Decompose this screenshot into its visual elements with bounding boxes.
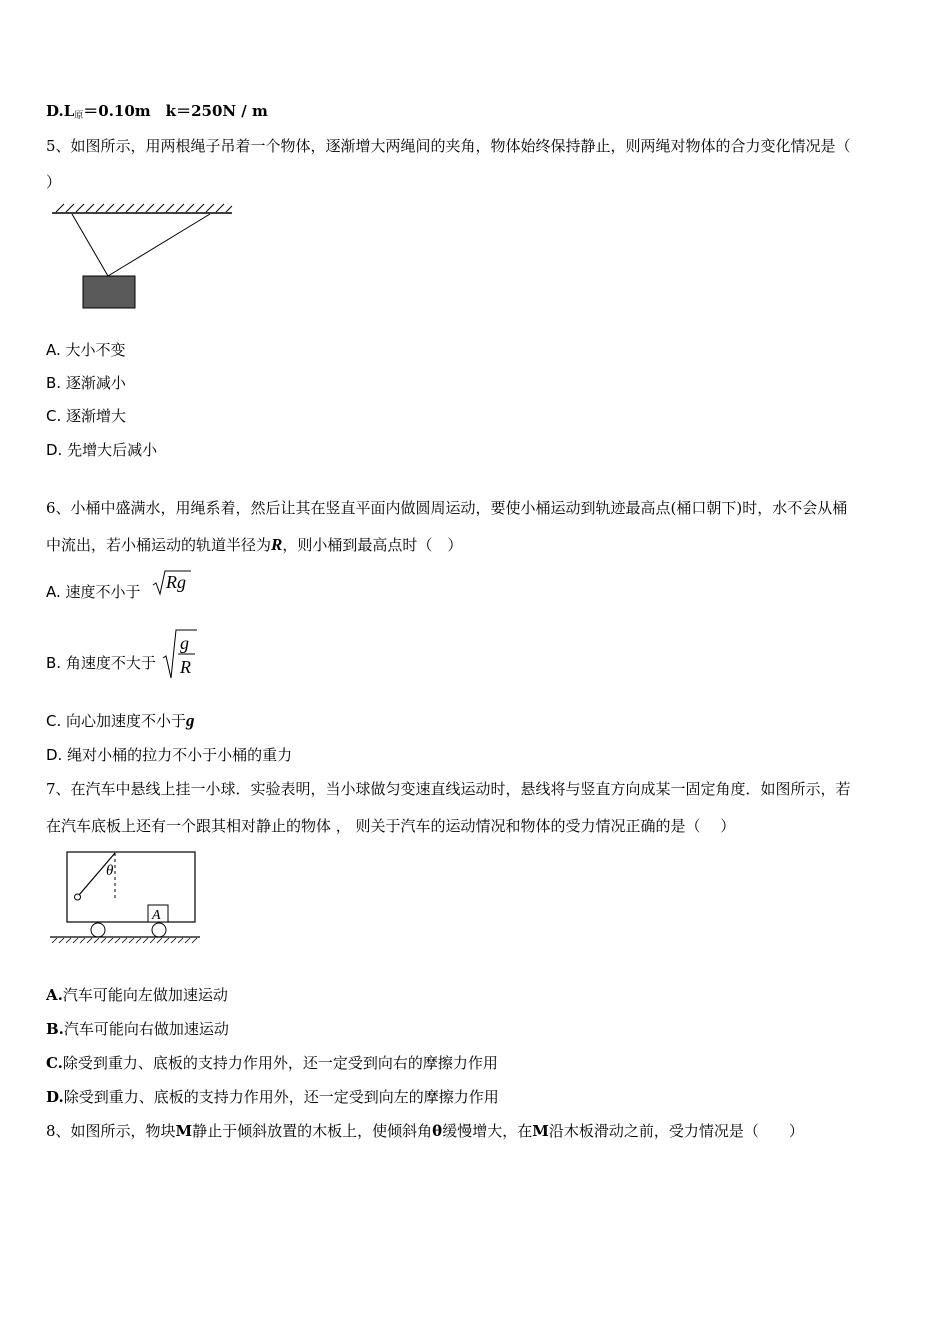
theta-label: θ [106, 863, 114, 879]
left-rope [72, 214, 108, 276]
q5-option-d: D. 先增大后减小 [46, 441, 158, 459]
hanging-block [83, 276, 135, 308]
q7-option-c: C.除受到重力、底板的支持力作用外，还一定受到向右的摩擦力作用 [46, 1054, 498, 1072]
block-a-label: A [152, 908, 161, 923]
q8-stem: 8、如图所示，物块M静止于倾斜放置的木板上，使倾斜角θ缓慢增大，在M沿木板滑动之前，受力情况是（ ） [46, 1122, 804, 1140]
q6-option-c: C. 向心加速度不小于g [46, 711, 195, 730]
q4-option-d: $D.L_原=0.10m$ k＝250N / m [46, 102, 268, 121]
q5-option-b: B. 逐渐减小 [46, 374, 126, 392]
q6-stem-line2: 中流出，若小桶运动的轨道半径为R，则小桶到最高点时（ ） [46, 535, 463, 554]
q6-stem-line1: 6、小桶中盛满水，用绳系着，然后让其在竖直平面内做圆周运动，要使小桶运动到轨迹最高点(桶口朝下)时，水不会从桶 [46, 499, 848, 517]
q7-option-d: D.除受到重力、底板的支持力作用外，还一定受到向左的摩擦力作用 [46, 1088, 499, 1106]
q6-option-a: A. 速度不小于 [46, 583, 141, 601]
q7-figure-car [48, 850, 203, 945]
q7-stem-line1: 7、在汽车中悬线上挂一小球．实验表明，当小球做匀变速直线运动时，悬线将与竖直方向成某一固定角度．如图所示，若 [46, 780, 851, 798]
q5-option-a: A. 大小不变 [46, 341, 126, 359]
sqrt-rg-text: Rg [166, 572, 186, 592]
q5-option-c: C. 逐渐增大 [46, 407, 127, 425]
q5-stem-line2: ） [46, 173, 62, 191]
right-rope [108, 214, 210, 276]
q6-option-d: D. 绳对小桶的拉力不小于小桶的重力 [46, 746, 293, 764]
q5-figure-hanging-block [50, 200, 235, 312]
q6-option-a-sqrt [153, 568, 193, 598]
q7-option-a: A.汽车可能向左做加速运动 [46, 986, 228, 1004]
fraction-numerator-g: g [180, 633, 189, 653]
rear-wheel [91, 923, 105, 937]
q6-option-b-sqrt-fraction [163, 628, 199, 680]
pendulum-ball [75, 894, 81, 900]
fraction-denominator-r: R [180, 657, 191, 677]
q7-option-b: B.汽车可能向右做加速运动 [46, 1020, 229, 1038]
q5-stem-line1: 5、如图所示，用两根绳子吊着一个物体，逐渐增大两绳间的夹角，物体始终保持静止，则两绳对物体的合力变化情况是（ [46, 137, 851, 155]
q6-option-b: B. 角速度不大于 [46, 654, 156, 672]
q7-stem-line2: 在汽车底板上还有一个跟其相对静止的物体 ， 则关于汽车的运动情况和物体的受力情况正确的是（ ） [46, 817, 736, 835]
front-wheel [152, 923, 166, 937]
